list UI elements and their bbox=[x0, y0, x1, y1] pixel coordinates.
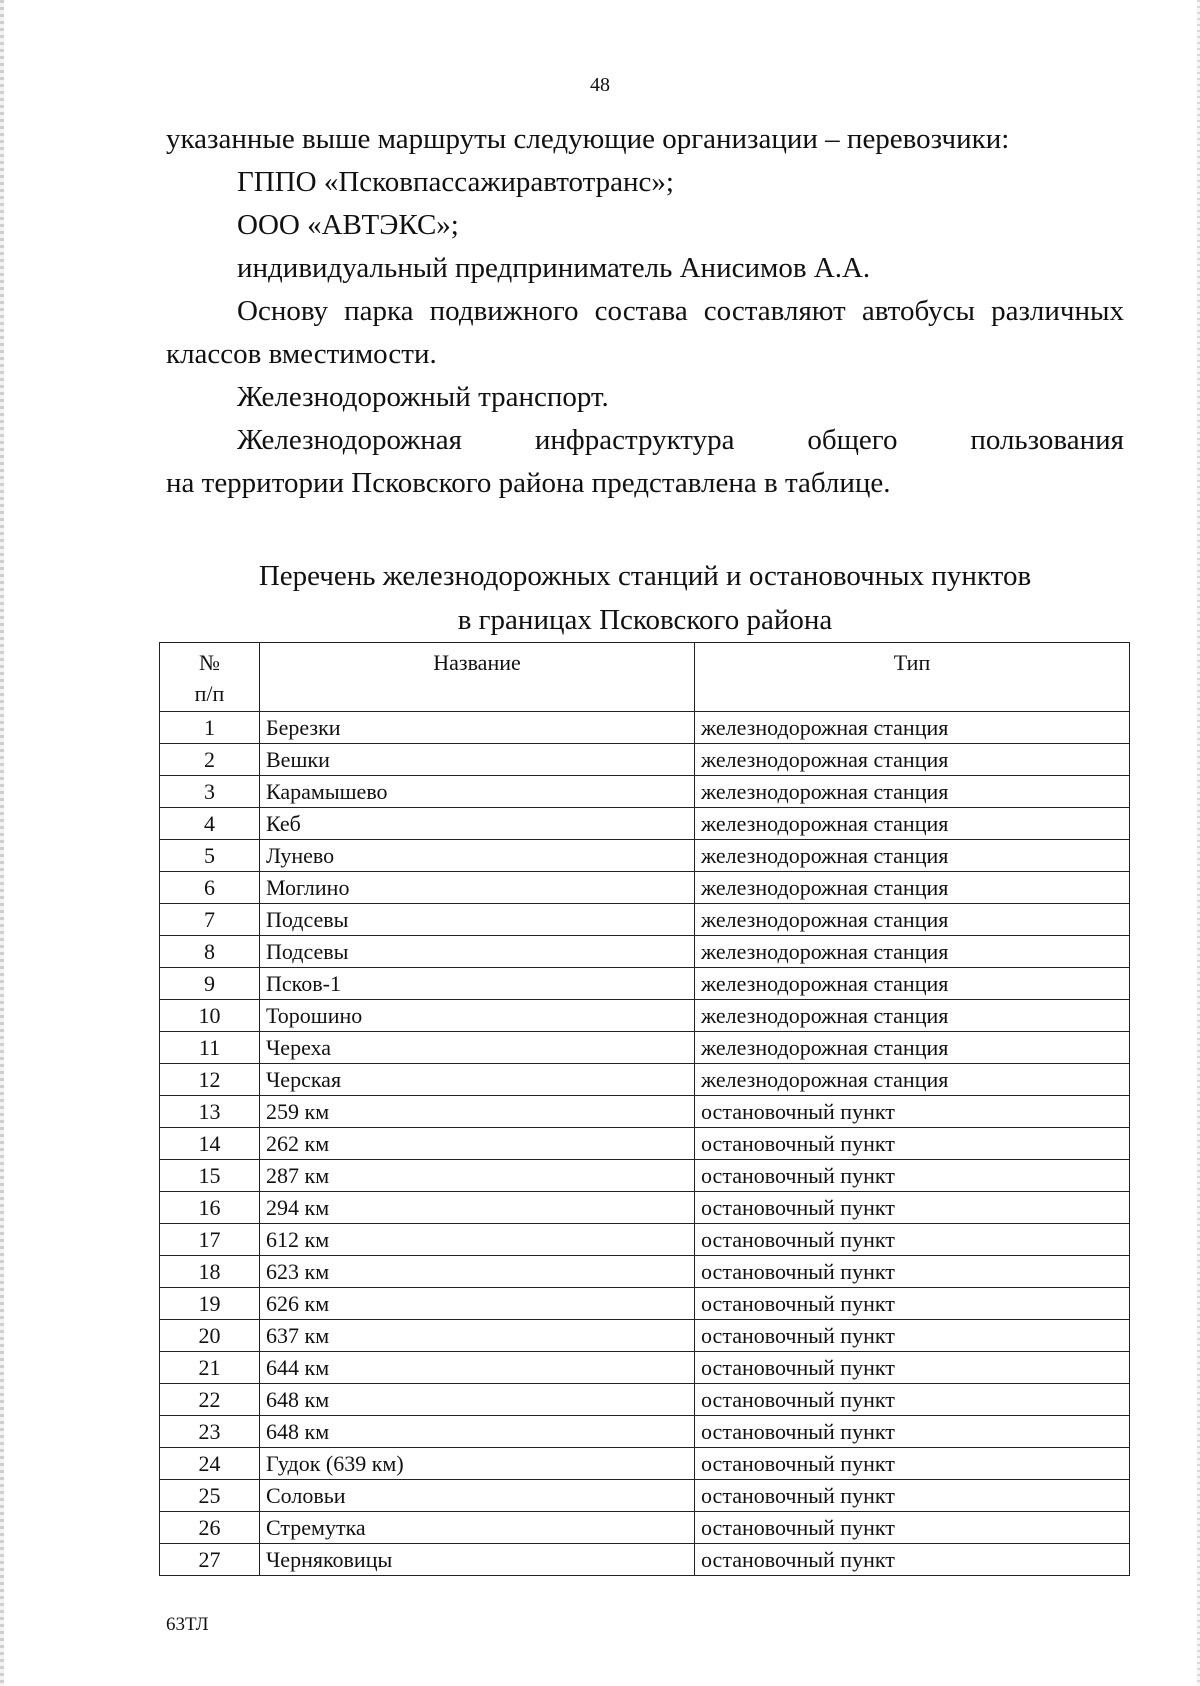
row-number: 15 bbox=[160, 1160, 260, 1192]
infrastructure-paragraph-line2: на территории Псковского района представлена в таблице. bbox=[166, 467, 891, 499]
row-name: Березки bbox=[260, 712, 695, 744]
row-type: железнодорожная станция bbox=[695, 1000, 1130, 1032]
row-number: 17 bbox=[160, 1224, 260, 1256]
row-number: 9 bbox=[160, 968, 260, 1000]
table-title bbox=[166, 554, 1124, 642]
row-name: Подсевы bbox=[260, 904, 695, 936]
row-type: остановочный пункт bbox=[695, 1320, 1130, 1352]
header-number-symbol: № bbox=[199, 650, 220, 675]
row-name: Черняковицы bbox=[260, 1544, 695, 1576]
row-type: остановочный пункт bbox=[695, 1544, 1130, 1576]
row-type: железнодорожная станция bbox=[695, 904, 1130, 936]
table-row bbox=[160, 1416, 1130, 1448]
table-row bbox=[160, 840, 1130, 872]
table-row bbox=[160, 744, 1130, 776]
row-number: 10 bbox=[160, 1000, 260, 1032]
table-row bbox=[160, 1352, 1130, 1384]
carrier-avteks: ООО «АВТЭКС»; bbox=[237, 209, 459, 241]
row-type: железнодорожная станция bbox=[695, 840, 1130, 872]
row-type: железнодорожная станция bbox=[695, 744, 1130, 776]
row-name: 648 км bbox=[260, 1416, 695, 1448]
row-type: железнодорожная станция bbox=[695, 1032, 1130, 1064]
table-row bbox=[160, 1384, 1130, 1416]
row-name: Вешки bbox=[260, 744, 695, 776]
row-number: 1 bbox=[160, 712, 260, 744]
row-number: 22 bbox=[160, 1384, 260, 1416]
table-row bbox=[160, 1512, 1130, 1544]
table-row bbox=[160, 872, 1130, 904]
table-row bbox=[160, 712, 1130, 744]
row-name: 259 км bbox=[260, 1096, 695, 1128]
row-number: 24 bbox=[160, 1448, 260, 1480]
row-name: 612 км bbox=[260, 1224, 695, 1256]
table-row bbox=[160, 1448, 1130, 1480]
header-number-abbrev: п/п bbox=[194, 681, 225, 706]
fleet-paragraph: Основу парка подвижного состава составляют автобусы различных классов вместимости. bbox=[166, 295, 1124, 370]
row-type: остановочный пункт bbox=[695, 1384, 1130, 1416]
row-type: железнодорожная станция bbox=[695, 872, 1130, 904]
row-number: 25 bbox=[160, 1480, 260, 1512]
body-text bbox=[166, 118, 1124, 505]
row-type: остановочный пункт bbox=[695, 1416, 1130, 1448]
row-name: Лунево bbox=[260, 840, 695, 872]
row-number: 11 bbox=[160, 1032, 260, 1064]
row-type: остановочный пункт bbox=[695, 1288, 1130, 1320]
row-name: Кеб bbox=[260, 808, 695, 840]
row-type: остановочный пункт bbox=[695, 1224, 1130, 1256]
row-number: 14 bbox=[160, 1128, 260, 1160]
row-number: 16 bbox=[160, 1192, 260, 1224]
row-number: 19 bbox=[160, 1288, 260, 1320]
row-name: 262 км bbox=[260, 1128, 695, 1160]
row-type: остановочный пункт bbox=[695, 1448, 1130, 1480]
table-row bbox=[160, 1224, 1130, 1256]
table-row bbox=[160, 936, 1130, 968]
table-row bbox=[160, 1192, 1130, 1224]
row-number: 20 bbox=[160, 1320, 260, 1352]
page-number: 48 bbox=[590, 74, 610, 96]
row-name: Моглино bbox=[260, 872, 695, 904]
infrastructure-paragraph-line1: Железнодорожная инфраструктура общего пользования bbox=[237, 424, 1124, 456]
table-row bbox=[160, 1096, 1130, 1128]
row-type: остановочный пункт bbox=[695, 1512, 1130, 1544]
table-title-line1: Перечень железнодорожных станций и остановочных пунктов bbox=[258, 560, 1032, 592]
table-row bbox=[160, 1320, 1130, 1352]
row-type: остановочный пункт bbox=[695, 1256, 1130, 1288]
table-row bbox=[160, 808, 1130, 840]
carrier-individual: индивидуальный предприниматель Анисимов А.А. bbox=[237, 252, 871, 284]
row-name: Стремутка bbox=[260, 1512, 695, 1544]
row-name: Гудок (639 км) bbox=[260, 1448, 695, 1480]
row-name: 637 км bbox=[260, 1320, 695, 1352]
row-number: 8 bbox=[160, 936, 260, 968]
row-type: железнодорожная станция bbox=[695, 712, 1130, 744]
table-row bbox=[160, 1480, 1130, 1512]
table-row bbox=[160, 1544, 1130, 1576]
row-type: железнодорожная станция bbox=[695, 776, 1130, 808]
row-number: 2 bbox=[160, 744, 260, 776]
row-type: остановочный пункт bbox=[695, 1352, 1130, 1384]
header-number bbox=[160, 643, 260, 712]
row-name: Подсевы bbox=[260, 936, 695, 968]
table-row bbox=[160, 968, 1130, 1000]
row-name: 648 км bbox=[260, 1384, 695, 1416]
row-name: 294 км bbox=[260, 1192, 695, 1224]
row-name: Торошино bbox=[260, 1000, 695, 1032]
table-row bbox=[160, 1288, 1130, 1320]
row-number: 18 bbox=[160, 1256, 260, 1288]
row-type: железнодорожная станция bbox=[695, 968, 1130, 1000]
header-name: Название bbox=[260, 643, 695, 712]
row-name: Черская bbox=[260, 1064, 695, 1096]
row-number: 5 bbox=[160, 840, 260, 872]
row-number: 6 bbox=[160, 872, 260, 904]
table-row bbox=[160, 1000, 1130, 1032]
row-name: Псков-1 bbox=[260, 968, 695, 1000]
row-number: 4 bbox=[160, 808, 260, 840]
row-number: 21 bbox=[160, 1352, 260, 1384]
row-number: 12 bbox=[160, 1064, 260, 1096]
row-number: 26 bbox=[160, 1512, 260, 1544]
row-type: остановочный пункт bbox=[695, 1160, 1130, 1192]
row-type: остановочный пункт bbox=[695, 1128, 1130, 1160]
table-row bbox=[160, 1128, 1130, 1160]
row-number: 23 bbox=[160, 1416, 260, 1448]
rail-transport-heading: Железнодорожный транспорт. bbox=[237, 381, 609, 413]
row-name: 644 км bbox=[260, 1352, 695, 1384]
header-type: Тип bbox=[695, 643, 1130, 712]
table-body bbox=[160, 712, 1130, 1576]
row-type: остановочный пункт bbox=[695, 1096, 1130, 1128]
carriers-intro-line: указанные выше маршруты следующие организации – перевозчики: bbox=[166, 123, 1010, 155]
scan-edge-left bbox=[0, 0, 4, 1686]
row-type: железнодорожная станция bbox=[695, 808, 1130, 840]
footer-code: 63ТЛ bbox=[166, 1614, 209, 1635]
row-name: Череха bbox=[260, 1032, 695, 1064]
row-name: Карамышево bbox=[260, 776, 695, 808]
row-name: 623 км bbox=[260, 1256, 695, 1288]
row-number: 7 bbox=[160, 904, 260, 936]
row-name: 626 км bbox=[260, 1288, 695, 1320]
row-number: 3 bbox=[160, 776, 260, 808]
row-number: 13 bbox=[160, 1096, 260, 1128]
row-type: железнодорожная станция bbox=[695, 936, 1130, 968]
table-row bbox=[160, 1160, 1130, 1192]
table-row bbox=[160, 1064, 1130, 1096]
table-row bbox=[160, 1256, 1130, 1288]
table-row bbox=[160, 1032, 1130, 1064]
table-row bbox=[160, 776, 1130, 808]
row-number: 27 bbox=[160, 1544, 260, 1576]
table-header-row bbox=[160, 643, 1130, 712]
table-title-line2: в границах Псковского района bbox=[457, 604, 833, 636]
row-name: 287 км bbox=[260, 1160, 695, 1192]
row-type: остановочный пункт bbox=[695, 1192, 1130, 1224]
row-type: железнодорожная станция bbox=[695, 1064, 1130, 1096]
row-name: Соловьи bbox=[260, 1480, 695, 1512]
row-type: остановочный пункт bbox=[695, 1480, 1130, 1512]
carrier-gppo: ГППО «Псковпассажиравтотранс»; bbox=[237, 166, 674, 198]
table-row bbox=[160, 904, 1130, 936]
stations-table bbox=[159, 642, 1130, 1576]
